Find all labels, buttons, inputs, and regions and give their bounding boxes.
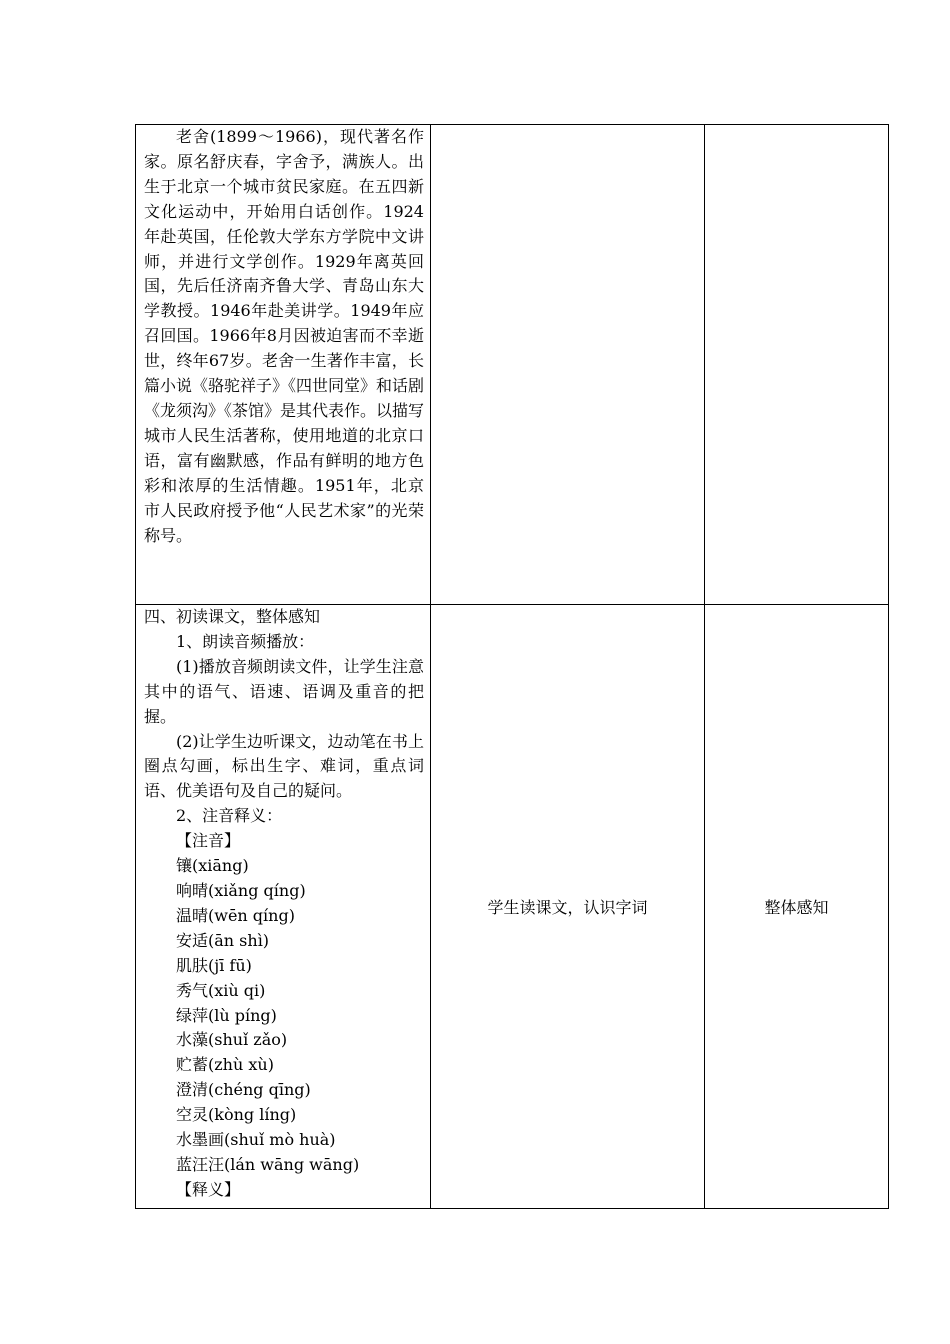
- zhuyin-item: 水墨画(shuǐ mò huà): [176, 1130, 336, 1150]
- zhuyin-item: 响晴(xiǎng qíng): [176, 880, 306, 900]
- teaching-content-cell: [136, 125, 431, 605]
- zhuyin-item: 蓝汪汪(lán wāng wāng): [176, 1154, 360, 1174]
- zhuyin-item: 水藻(shuǐ zǎo): [176, 1030, 288, 1050]
- design-intent-cell: [705, 125, 889, 605]
- zhuyin-item: 温晴(wēn qíng): [176, 905, 295, 925]
- zhuyin-item: 贮蓄(zhù xù): [176, 1055, 274, 1075]
- table-row: [136, 605, 889, 1209]
- step-paragraph: (1)播放音频朗读文件，让学生注意其中的语气、语速、语调及重音的把握。: [144, 656, 424, 726]
- zhuyin-item: 绿萍(lù píng): [176, 1005, 277, 1025]
- zhuyin-heading: 【注音】: [176, 831, 241, 851]
- step-title: 2、注音释义：: [176, 806, 283, 826]
- teaching-content-cell: [136, 605, 431, 1209]
- design-intent-cell: 整体感知: [705, 605, 889, 1209]
- student-activity-cell: [431, 125, 705, 605]
- zhuyin-item: 澄清(chéng qīng): [176, 1080, 311, 1100]
- section-title: 四、初读课文，整体感知: [144, 607, 321, 626]
- step-paragraph: (2)让学生边听课文，边动笔在书上圈点勾画，标出生字、难词，重点词语、优美语句及自己的疑问。: [144, 731, 424, 801]
- zhuyin-item: 空灵(kòng líng): [176, 1105, 297, 1125]
- zhuyin-item: 安适(ān shì): [176, 930, 270, 950]
- zhuyin-item: 肌肤(jī fū): [176, 955, 252, 975]
- author-intro-paragraph: 老舍(1899～1966)，现代著名作家。原名舒庆春，字舍予，满族人。出生于北京一个城市贫民家庭。在五四新文化运动中，开始用白话创作。1924年赴英国，任伦敦大学东方学院中文讲师，并进行文学创作。1929年离英回国，先后任济南齐鲁大学、青岛山东大学教授。1946年赴美讲学。1949年应召回国。1966年8月因被迫害而不幸逝世，终年67岁。老舍一生著作丰富，长篇小说《骆驼祥子》《四世同堂》和话剧《龙须沟》《茶馆》是其代表作。以描写城市人民生活著称，使用地道的北京口语，富有幽默感，作品有鲜明的地方色彩和浓厚的生活情趣。1951年，北京市人民政府授予他“人民艺术家”的光荣称号。: [144, 127, 425, 545]
- shiyi-heading: 【释义】: [176, 1179, 241, 1199]
- student-activity-cell: 学生读课文，认识字词: [431, 605, 705, 1209]
- zhuyin-item: 秀气(xiù qi): [176, 980, 266, 1000]
- step-title: 1、朗读音频播放：: [176, 631, 315, 651]
- lesson-plan-table: [135, 124, 889, 1209]
- table-row: [136, 125, 889, 605]
- zhuyin-item: 镶(xiāng): [176, 856, 249, 876]
